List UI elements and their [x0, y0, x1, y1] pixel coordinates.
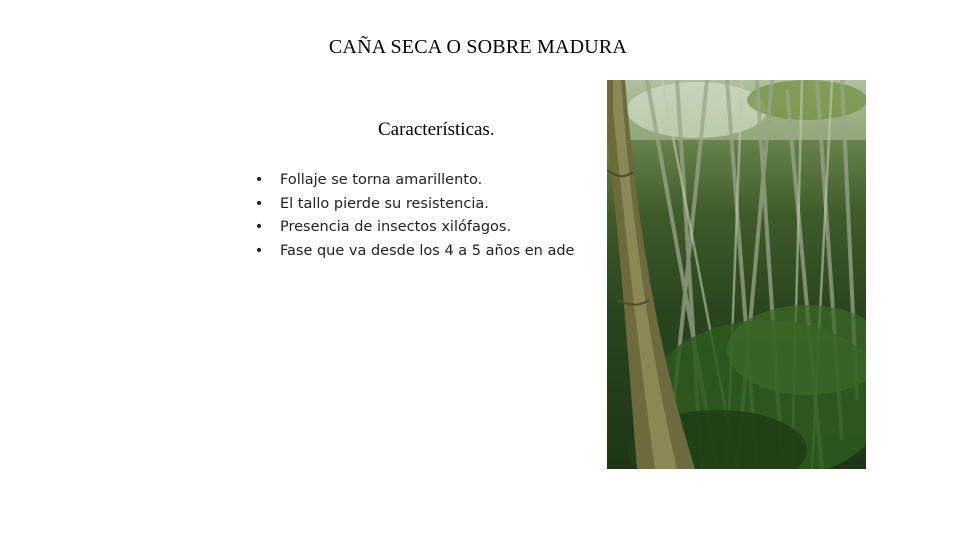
- list-item-text: Presencia de insectos xilófagos.: [280, 219, 512, 235]
- list-item-text: Follaje se torna amarillento.: [280, 172, 483, 188]
- bamboo-forest-photo: [607, 80, 866, 469]
- section-heading: Características.: [378, 119, 495, 140]
- slide-title: CAÑA SECA O SOBRE MADURA: [328, 36, 628, 58]
- bullet-icon: •: [254, 219, 264, 235]
- bullet-icon: •: [254, 172, 264, 188]
- list-item-text: El tallo pierde su resistencia.: [280, 195, 489, 212]
- bullet-icon: •: [254, 242, 264, 259]
- list-item-text: Fase que va desde los 4 a 5 años en ade: [280, 242, 575, 259]
- bullet-icon: •: [254, 195, 264, 212]
- bamboo-illustration: [607, 80, 866, 469]
